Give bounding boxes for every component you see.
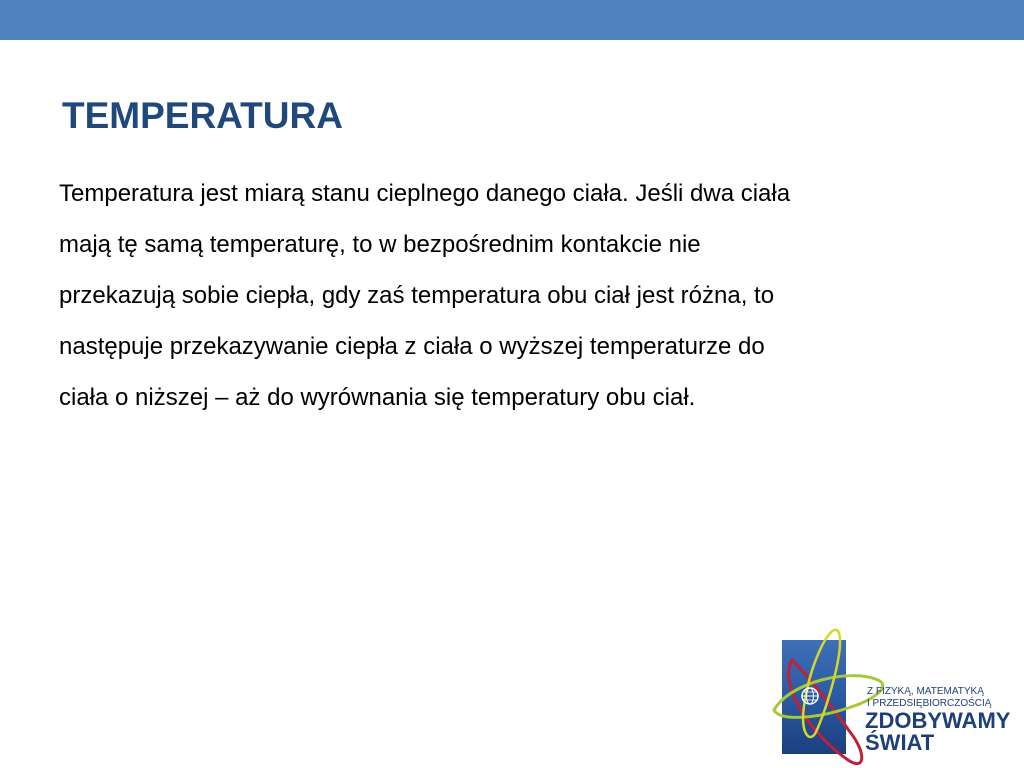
logo-tagline-line: I PRZEDSIĘBIORCZOŚCIĄ	[867, 698, 992, 709]
body-line: Temperatura jest miarą stanu cieplnego danego ciała. Jeśli dwa ciała	[59, 180, 791, 207]
logo-tagline	[867, 686, 991, 710]
project-logo	[770, 624, 1024, 768]
body-line: ciała o niższej – aż do wyrównania się temperatury obu ciał.	[59, 384, 696, 411]
body-line: przekazują sobie ciepła, gdy zaś temperatura obu ciał jest różna, to	[59, 282, 775, 309]
slide-title: TEMPERATURA	[62, 95, 343, 136]
body-line: następuje przekazywanie ciepła z ciała o wyższej temperaturze do	[59, 333, 765, 360]
slide-body-text	[59, 168, 959, 423]
body-line: mają tę samą temperaturę, to w bezpośrednim kontakcie nie	[59, 231, 701, 258]
logo-name	[865, 710, 1010, 754]
top-accent-bar	[0, 0, 1024, 40]
logo-name-line: ZDOBYWAMY	[865, 708, 1011, 733]
logo-name-line: ŚWIAT	[865, 730, 935, 755]
logo-tagline-line: Z FIZYKĄ, MATEMATYKĄ	[867, 686, 984, 697]
